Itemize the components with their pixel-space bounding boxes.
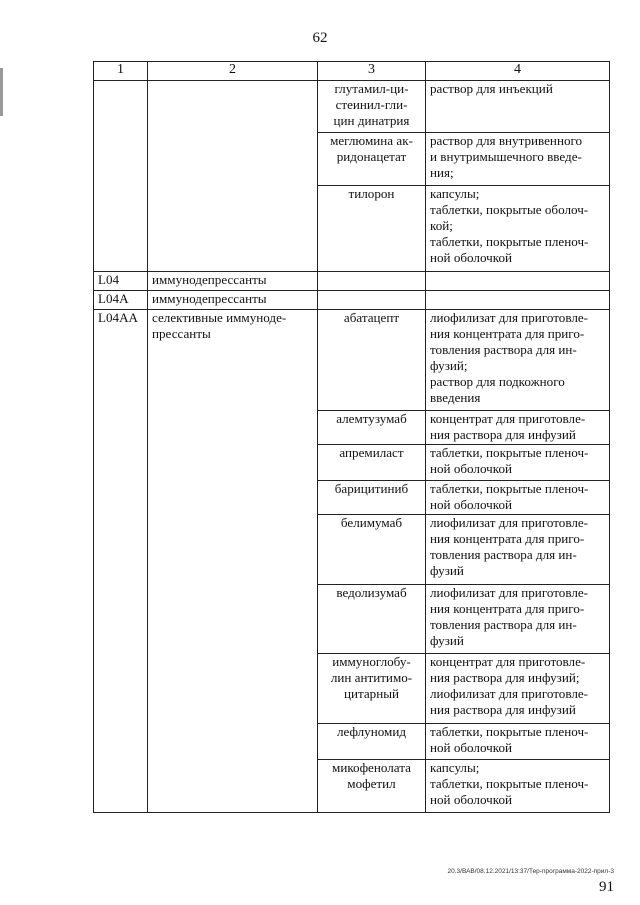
dosage-form-cell <box>426 515 610 585</box>
document-code: 20.3/ВАВ/08.12.2021/13:37/Тер-программа-2022-прил-3 <box>447 868 614 875</box>
header-cell: 4 <box>426 62 610 81</box>
drug-name-cell <box>318 310 426 411</box>
table-row <box>94 272 610 291</box>
header-cell: 1 <box>94 62 148 81</box>
group-name: иммунодепрессанты <box>152 272 267 287</box>
dosage-form: концентрат для приготовле- ния раствора для инфузий <box>430 411 586 442</box>
anatomical-group-cell <box>148 81 318 272</box>
drug-name-cell <box>318 133 426 186</box>
dosage-form: таблетки, покрытые пленоч- ной оболочкой <box>430 724 589 755</box>
atc-code-cell <box>94 291 148 310</box>
group-name: селективные иммуноде- прессанты <box>152 310 287 341</box>
drug-name-cell <box>318 411 426 445</box>
drug-name-cell <box>318 186 426 272</box>
header-cell: 2 <box>148 62 318 81</box>
anatomical-group-cell <box>148 310 318 813</box>
sheet-number: 91 <box>599 879 614 895</box>
dosage-form-cell <box>426 724 610 760</box>
drug-name-cell <box>318 291 426 310</box>
atc-code-cell <box>94 81 148 272</box>
drug-name: лефлуномид <box>336 724 406 739</box>
table-row <box>94 81 610 133</box>
atc-code: L04A <box>98 291 129 306</box>
anatomical-group-cell <box>148 291 318 310</box>
drug-name-cell <box>318 81 426 133</box>
drug-name: белимумаб <box>340 515 403 530</box>
atc-code-cell <box>94 310 148 813</box>
atc-code-cell <box>94 272 148 291</box>
dosage-form: раствор для внутривенного и внутримышечного введе- ния; <box>430 133 583 180</box>
drug-table <box>93 61 610 813</box>
dosage-form: таблетки, покрытые пленоч- ной оболочкой <box>430 445 589 476</box>
dosage-form: лиофилизат для приготовле- ния концентрата для приго- товления раствора для ин- фузий <box>430 515 589 578</box>
table-row <box>94 310 610 411</box>
header-cell: 3 <box>318 62 426 81</box>
dosage-form: лиофилизат для приготовле- ния концентрата для приго- товления раствора для ин- фузий; раствор для подкожного введения <box>430 310 589 405</box>
dosage-form: таблетки, покрытые пленоч- ной оболочкой <box>430 481 589 512</box>
dosage-form: раствор для инъекций <box>430 81 553 96</box>
drug-name-cell <box>318 272 426 291</box>
dosage-form: лиофилизат для приготовле- ния концентрата для приго- товления раствора для ин- фузий <box>430 585 589 648</box>
dosage-form: капсулы; таблетки, покрытые оболоч- кой; таблетки, покрытые пленоч- ной оболочкой <box>430 186 589 265</box>
drug-name-cell <box>318 654 426 724</box>
atc-code: L04 <box>98 272 120 287</box>
dosage-form-cell <box>426 310 610 411</box>
drug-name: апремиласт <box>339 445 404 460</box>
dosage-form-cell <box>426 760 610 813</box>
drug-name: ведолизумаб <box>336 585 407 600</box>
dosage-form-cell <box>426 133 610 186</box>
dosage-form-cell <box>426 585 610 654</box>
drug-name-cell <box>318 481 426 515</box>
dosage-form-cell <box>426 654 610 724</box>
dosage-form: капсулы; таблетки, покрытые пленоч- ной оболочкой <box>430 760 589 807</box>
drug-name-cell <box>318 445 426 481</box>
drug-name-cell <box>318 760 426 813</box>
dosage-form-cell <box>426 291 610 310</box>
scan-edge-mark <box>0 68 3 116</box>
drug-name: алемтузумаб <box>336 411 407 426</box>
dosage-form-cell <box>426 81 610 133</box>
dosage-form-cell <box>426 186 610 272</box>
dosage-form-cell <box>426 411 610 445</box>
drug-name: микофенолата мофетил <box>332 760 411 791</box>
drug-name-cell <box>318 585 426 654</box>
page-number: 62 <box>312 30 328 46</box>
group-name: иммунодепрессанты <box>152 291 267 306</box>
dosage-form: концентрат для приготовле- ния раствора для инфузий; лиофилизат для приготовле- ния раствора для инфузий <box>430 654 589 717</box>
drug-name-cell <box>318 515 426 585</box>
drug-name: глутамил-ци- стеинил-гли- цин динатрия <box>333 81 410 128</box>
drug-name: меглюмина ак- ридонацетат <box>330 133 413 164</box>
drug-name: барицитиниб <box>334 481 409 496</box>
dosage-form-cell <box>426 445 610 481</box>
dosage-form-cell <box>426 481 610 515</box>
table-header-row <box>94 62 610 81</box>
atc-code: L04AA <box>98 310 139 325</box>
anatomical-group-cell <box>148 272 318 291</box>
drug-name: тилорон <box>348 186 395 201</box>
dosage-form-cell <box>426 272 610 291</box>
table-row <box>94 291 610 310</box>
drug-name: абатацепт <box>343 310 400 325</box>
drug-name: иммуноглобу- лин антитимо- цитарный <box>330 654 413 701</box>
drug-name-cell <box>318 724 426 760</box>
